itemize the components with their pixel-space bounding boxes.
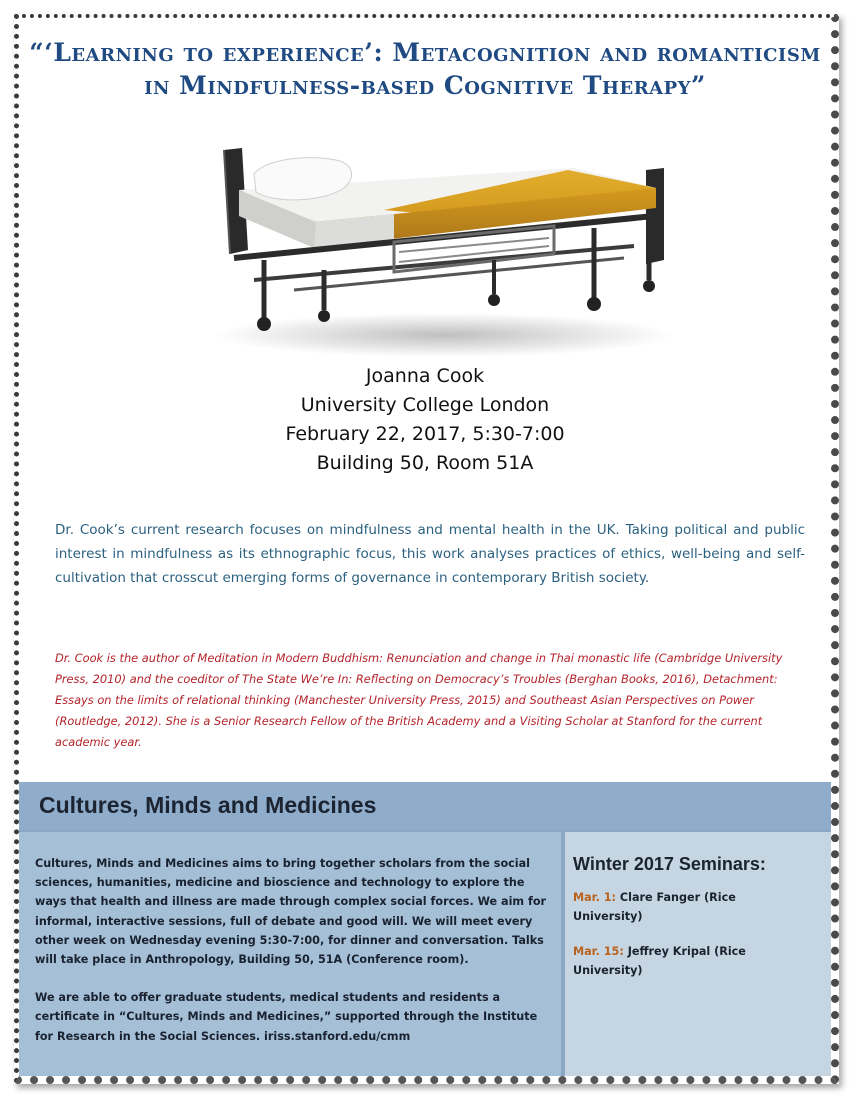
speaker-bio: Dr. Cook is the author of Meditation in Modern Buddhism: Renunciation and change in Thai monastic life (Cambridge University Press, 2010) and the coeditor of The State We’re In: Reflecting on Democracy’s Troubles (Berghan Books, 2016), Detachment: Essays on the limits of relational thinking (Manchester University Press, 2015) and Southeast Asian Perspectives on Power (Routledge, 2012). She is a Senior Research Fellow of the British Academy and a Visiting Scholar at Stanford for the current academic year. [55, 651, 783, 749]
series-description-panel [19, 832, 561, 1082]
event-info [19, 362, 831, 478]
series-paragraph: We are able to offer graduate students, medical students and residents a certificate in “Cultures, Minds and Medicines,” supported through the Institute for Research in the Social Sciences. iriss.stanford.edu/cmm [35, 991, 538, 1043]
seminar-speaker: Clare Fanger (Rice University) [573, 891, 736, 923]
poster-title: “‘Learning to experience’: Metacognition and romanticism in Mindfulness-based Cognitive Therapy” [29, 38, 821, 100]
seminar-item [573, 888, 803, 926]
series-paragraph: Cultures, Minds and Medicines aims to bring together scholars from the social sciences, humanities, medicine and bioscience and technology to explore the ways that health and illness are made through complex social forces. We aim for informal, interactive sessions, full of debate and good will. We will meet every other week on Wednesday evening 5:30-7:00, for dinner and conversation. Talks will take place in Anthropology, Building 50, 51A (Conference room). [35, 857, 547, 967]
talk-abstract: Dr. Cook’s current research focuses on mindfulness and mental health in the UK. Taking political and public interest in mindfulness as its ethnographic focus, this work analyses practices of ethics, well-being and self-cultivation that crosscut emerging forms of governance in contemporary British society. [55, 522, 805, 586]
event-datetime: February 22, 2017, 5:30-7:00 [285, 423, 565, 445]
seminar-speaker: Jeffrey Kripal (Rice University) [573, 945, 746, 977]
seminar-date: Mar. 1: [573, 891, 617, 904]
seminars-title: Winter 2017 Seminars: [573, 854, 766, 874]
event-location: Building 50, Room 51A [316, 452, 534, 474]
series-title: Cultures, Minds and Medicines [39, 792, 377, 818]
seminars-panel [565, 832, 831, 1082]
seminar-date: Mar. 15: [573, 945, 624, 958]
hospital-bed-image [194, 130, 674, 360]
poster-frame [14, 14, 839, 1084]
series-panel [19, 782, 831, 1082]
series-description [35, 854, 547, 1065]
speaker-name: Joanna Cook [365, 365, 485, 387]
seminar-item [573, 942, 803, 980]
speaker-affiliation: University College London [300, 394, 550, 416]
series-header [19, 782, 831, 830]
